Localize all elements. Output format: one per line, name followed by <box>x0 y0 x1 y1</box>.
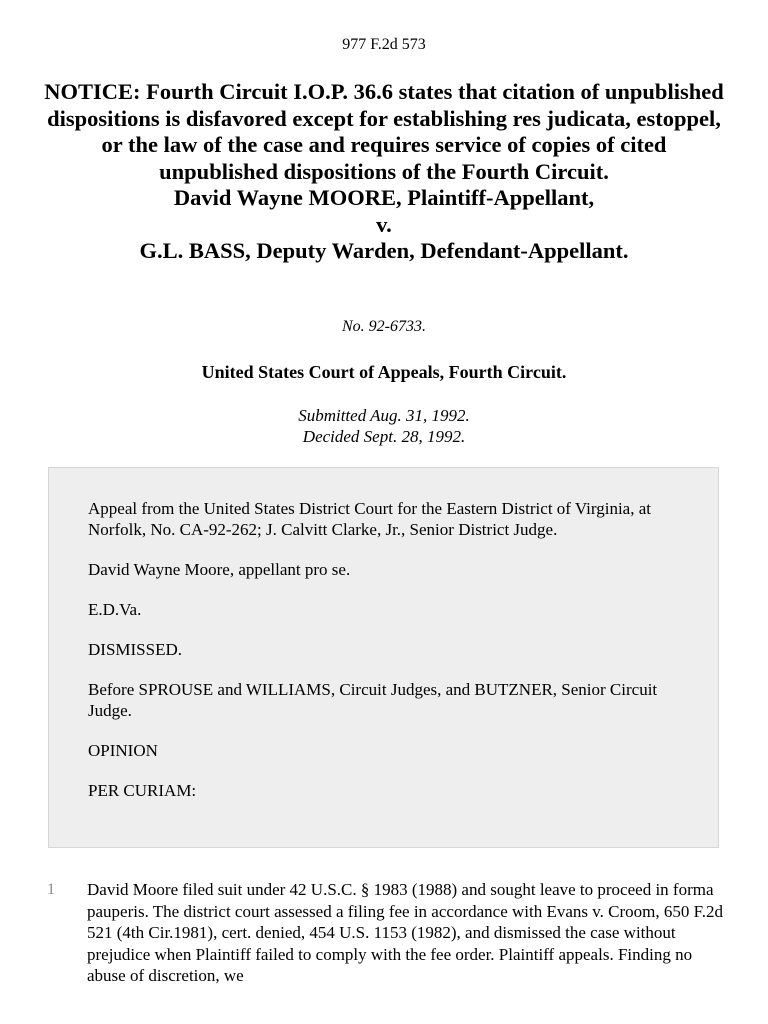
docket-number: No. 92-6733. <box>342 318 426 335</box>
submitted-date: Submitted Aug. 31, 1992. <box>298 406 470 425</box>
versus-line: v. <box>376 211 392 237</box>
disposition: DISMISSED. <box>88 640 182 659</box>
notice-heading: NOTICE: Fourth Circuit I.O.P. 36.6 states that citation of unpublished dispositions is disfavored except for establishing res judicata, estoppel, or the law of the case and requires service of copies of cited unpublished dispositions of the Fourth Circuit. <box>44 79 724 184</box>
opinion-label: OPINION <box>88 741 158 760</box>
plaintiff-line: David Wayne MOORE, Plaintiff-Appellant, <box>173 185 595 210</box>
appeal-from: Appeal from the United States District Court for the Eastern District of Virginia, at Norfolk, No. CA-92-262; J. Calvitt Clarke, Jr., Senior District Judge. <box>88 499 652 539</box>
case-dates <box>0 405 768 447</box>
paragraph-text: David Moore filed suit under 42 U.S.C. § 1983 (1988) and sought leave to proceed in forma pauperis. The district court assessed a filing fee in accordance with Evans v. Croom, 650 F.2d 521 (4th Cir.1981), cert. denied, 454 U.S. 1153 (1982), and dismissed the case without prejudice when Plaintiff failed to comply with the fee order. Plaintiff appeals. Finding no abuse of discretion, we <box>87 880 723 985</box>
paragraph-number: 1 <box>47 881 55 898</box>
decided-date: Decided Sept. 28, 1992. <box>302 427 466 446</box>
case-citation: 977 F.2d 573 <box>342 36 426 53</box>
court-name: United States Court of Appeals, Fourth Circuit. <box>201 362 567 382</box>
panel: Before SPROUSE and WILLIAMS, Circuit Judges, and BUTZNER, Senior Circuit Judge. <box>88 680 658 720</box>
case-summary-box <box>48 467 719 848</box>
defendant-line: G.L. BASS, Deputy Warden, Defendant-Appellant. <box>139 238 629 263</box>
district: E.D.Va. <box>88 600 142 619</box>
per-curiam: PER CURIAM: <box>88 781 197 800</box>
counsel: David Wayne Moore, appellant pro se. <box>88 560 351 579</box>
case-title <box>40 79 728 265</box>
